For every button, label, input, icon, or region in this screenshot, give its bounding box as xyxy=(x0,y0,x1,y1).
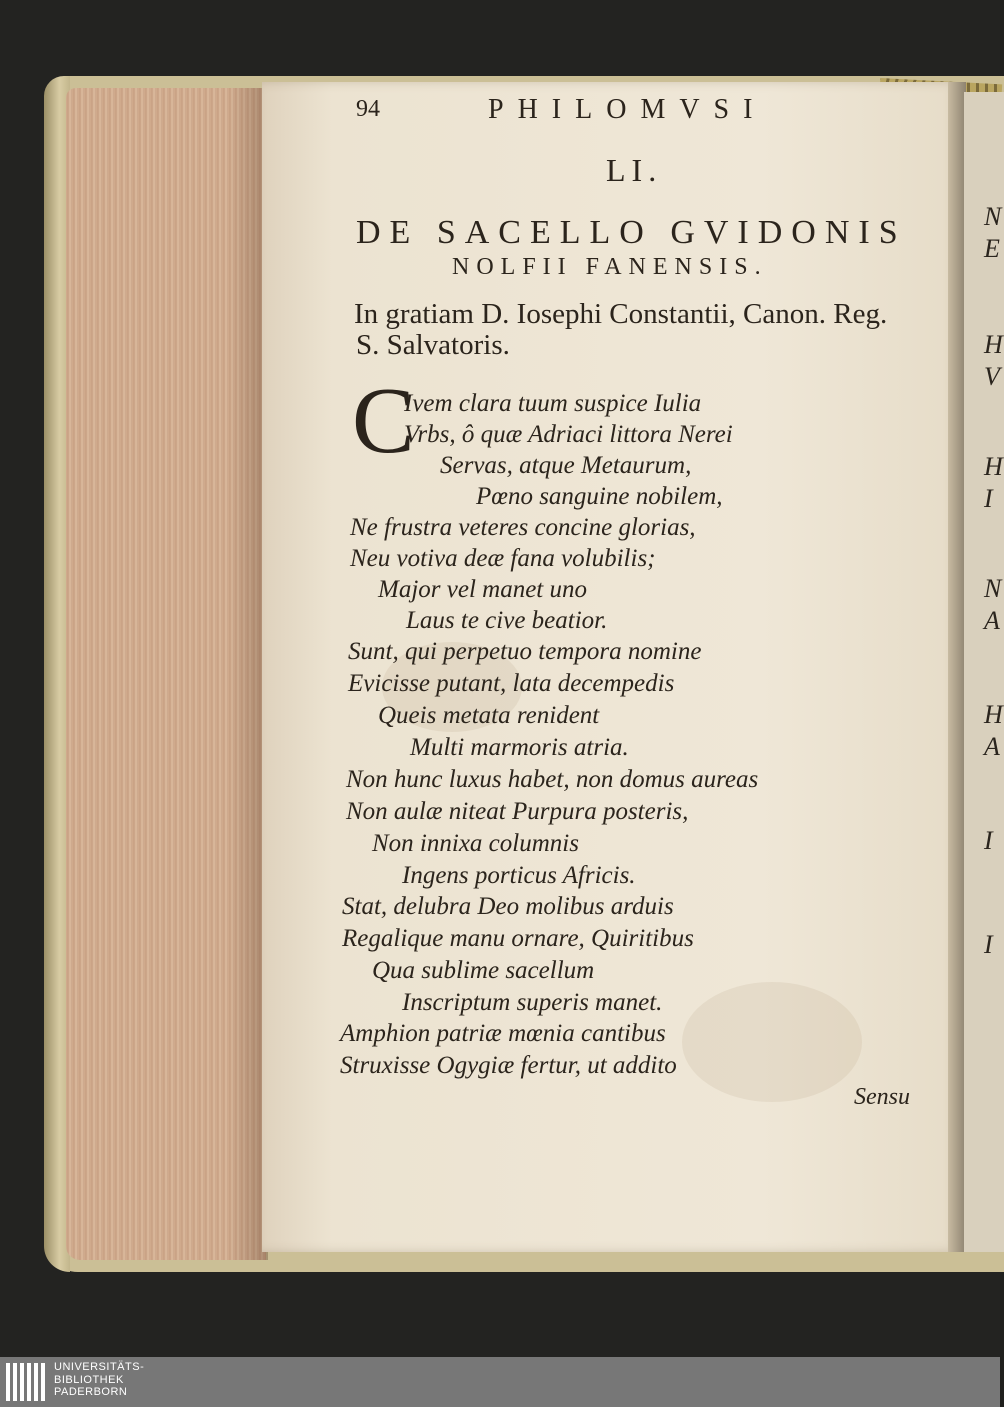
poem-line: Stat, delubra Deo molibus arduis xyxy=(342,893,674,920)
page-number: 94 xyxy=(356,96,380,122)
dedication-line: In gratiam D. Iosephi Constantii, Canon. Reg. xyxy=(354,298,888,330)
facing-letter: I xyxy=(984,930,993,959)
poem-line: Major vel manet uno xyxy=(378,576,587,603)
poem-line: Vrbs, ô quæ Adriaci littora Nerei xyxy=(404,421,733,448)
facing-letter: V xyxy=(984,362,1000,391)
poem-line: Qua sublime sacellum xyxy=(372,957,595,984)
poem-line: Regalique manu ornare, Quiritibus xyxy=(342,925,694,952)
poem-line: Non innixa columnis xyxy=(372,830,579,857)
poem-line: Neu votiva deæ fana volubilis; xyxy=(350,545,656,572)
poem-line: Non aulæ niteat Purpura posteris, xyxy=(346,798,689,825)
running-title: PHILOMVSI xyxy=(488,94,767,125)
facing-letter: I xyxy=(984,484,993,513)
running-head xyxy=(356,96,916,136)
library-logo-icon xyxy=(6,1363,48,1401)
dedication xyxy=(354,299,934,361)
poem-line: Ne frustra veteres concine glorias, xyxy=(350,514,696,541)
chapter-number: LI. xyxy=(606,152,663,188)
facing-letter: E xyxy=(984,234,1000,263)
poem-line: Multi marmoris atria. xyxy=(410,734,629,761)
poem-line: Ivem clara tuum suspice Iulia xyxy=(404,390,702,417)
facing-letter: A xyxy=(984,606,1000,635)
facing-page-edge xyxy=(964,92,1004,1252)
facing-letter: H xyxy=(984,700,1003,729)
facing-letter: A xyxy=(984,732,1000,761)
facing-letter: N xyxy=(984,574,1002,603)
facing-letter: H xyxy=(984,452,1003,481)
poem-subtitle: NOLFII FANENSIS. xyxy=(452,254,768,280)
poem-line: Sunt, qui perpetuo tempora nomine xyxy=(348,638,702,665)
poem-line: Amphion patriæ mœnia cantibus xyxy=(340,1020,666,1047)
poem-line: Non hunc luxus habet, non domus aureas xyxy=(346,766,759,793)
poem-line: Ingens porticus Africis. xyxy=(402,862,636,889)
poem-line: Struxisse Ogygiæ fertur, ut addito xyxy=(340,1052,677,1079)
poem-line: Evicisse putant, lata decempedis xyxy=(348,670,675,697)
paper-stain xyxy=(682,982,862,1102)
poem-line: Pœno sanguine nobilem, xyxy=(476,483,723,510)
poem-line: Queis metata renident xyxy=(378,702,600,729)
facing-letter: I xyxy=(984,826,993,855)
catchword: Sensu xyxy=(854,1084,910,1110)
facing-letter: H xyxy=(984,330,1003,359)
library-footer xyxy=(0,1357,1000,1407)
poem-title: DE SACELLO GVIDONIS xyxy=(356,214,907,251)
poem-line: Servas, atque Metaurum, xyxy=(440,452,692,479)
library-name-line: PADERBORN xyxy=(54,1386,128,1398)
dedication-line: S. Salvatoris. xyxy=(356,329,510,361)
library-name-line: UNIVERSITÄTS- xyxy=(54,1361,145,1373)
library-name-line: BIBLIOTHEK xyxy=(54,1373,124,1386)
poem-line: Inscriptum superis manet. xyxy=(402,989,663,1016)
drop-cap: C xyxy=(352,369,415,473)
library-name xyxy=(54,1361,144,1399)
poem-line: Laus te cive beatior. xyxy=(406,607,608,634)
facing-letter: N xyxy=(984,202,1002,231)
